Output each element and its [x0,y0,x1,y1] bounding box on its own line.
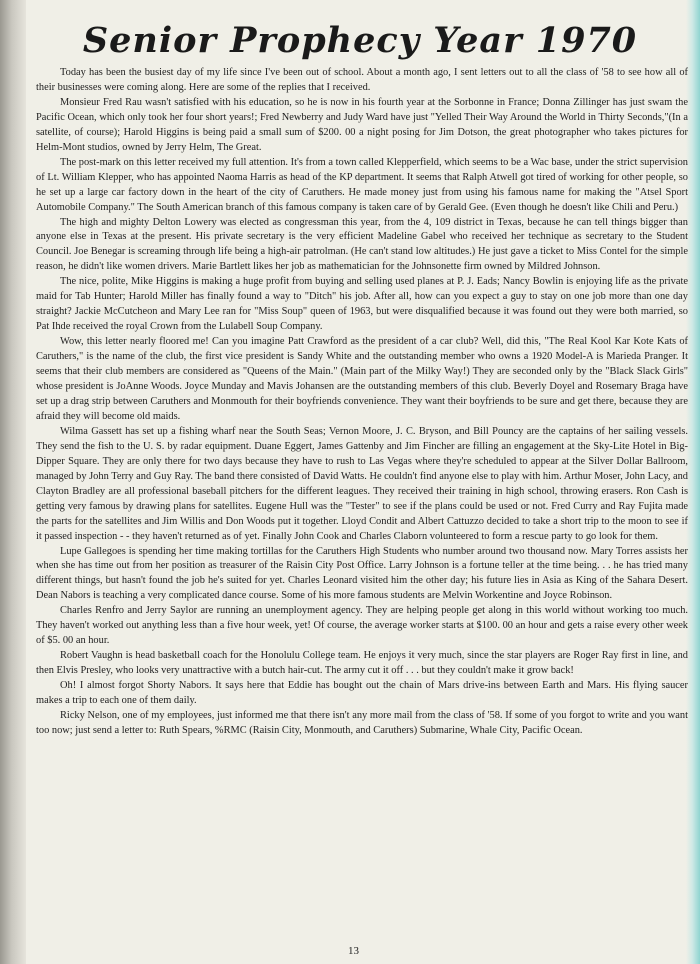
paragraph: Today has been the busiest day of my life since I've been out of school. About a month ago, I sent letters out to all the class of '58 to see how all of their businesses were coming along. Here are some of the replies that I received. [36,67,688,93]
paragraph: Lupe Gallegoes is spending her time making tortillas for the Caruthers High Students who number around two thousand now. Mary Torres assists her when she has time out from her position as treasurer of the Raisin City Post Office. Larry Johnson is a fortune teller at the time being. . . he has tried many different things, but hasn't found the job he's suited for yet. Charles Leonard visited him the other day; his future lies in Asia as King of the Sahara Desert. Dean Nabors is teaching a very complicated dance course. Some of his more famous students are Melvin Workentine and Joyce Robinson. [36,545,688,602]
page-title: Senior Prophecy Year 1970 [82,20,638,61]
paragraph: Wilma Gassett has set up a fishing wharf near the South Seas; Vernon Moore, J. C. Bryson, and Bill Pouncy are the captains of her sailing vessels. They send the fish to the U. S. by radar equipment. Duane Eggert, James Gattenby and Jim Fincher are filling an engagement at the Sky-Lite Hotel in Big-Dipper Square. They are only there for two days because they have to rush to Las Vegas where they're scheduled to appear at the Silver Dollar Ballroom, managed by John Terry and Guy Ray. The band there consisted of David Watts. He couldn't find anyone else to play with him. Arthur Moser, John Lacy, and Clayton Bradley are all professional baseball pitchers for the different leagues. They received their training in high school, throwing erasers. Ron Cash is getting very famous by drawing plans for satellites. Eugene Hull was the "Tester" to see if the plans could be used or not. Fred Curry and Ray Fujita made the parts for the satellites and Jim Willis and Don Woods put it together. Lloyd Condit and Albert Cattuzzo decided to take a short trip to the moon to see if it passed inspection - - they haven't returned as of yet. Finally John Cook and Charles Claborn volunteered to form a rescue party to go look for them. [36,425,688,542]
page-number: 13 [348,945,359,957]
prophecy-text [36,66,688,739]
paragraph: The post-mark on this letter received my full attention. It's from a town called Klepperfield, which seems to be a Wac base, under the strict supervision of Lt. William Klepper, who has appointed Naoma Harris as head of the KP department. It seems that Ralph Atwell got tired of working for other people, so he set up a large car factory down in the heart of the city of Caruthers. He made money just from using his famous name for making the "Atsel Sport Automobile Company." The South American branch of this famous company is taken care of by Gerald Gee. (Even though he doesn't like Chili and Peru.) [36,156,688,213]
paragraph: The nice, polite, Mike Higgins is making a huge profit from buying and selling used planes at P. J. Eads; Nancy Bowlin is enjoying life as the private maid for Tab Hunter; Harold Miller has finally found a way to "Ditch" his job. After all, how can you expect a guy to stay on one job more than one day straight? Jackie McCutcheon and Mary Lee ran for "Miss Soup" queen of 1963, but were disqualified because it was found out they were both married, so Pat Ihde received the royal Crown from the Lulabell Soup Company. [36,276,688,333]
paragraph: The high and mighty Delton Lowery was elected as congressman this year, from the 4, 109 district in Texas, because he can tell things bigger than anyone else in Texas at the present. His private secretary is the very efficient Madeline Gabel who received her technique as secretary to the Student Council. Joe Benegar is screaming through life being a high-air patrolman. (He can't stand low altitudes.) He just gave a ticket to Miss Contel for the simple reason, he didn't like women drivers. Marie Bartlett likes her job as mathematician for the Johnsonette firm owned by Mildred Johnson. [36,216,688,273]
paragraph: Ricky Nelson, one of my employees, just informed me that there isn't any more mail from the class of '58. If some of you forgot to write and you want too now; just send a letter to: Ruth Spears, %RMC (Raisin City, Monmouth, and Caruthers) Submarine, Whale City, Pacific Ocean. [36,709,688,736]
page-binding-shadow [0,0,26,964]
paragraph: Oh! I almost forgot Shorty Nabors. It says here that Eddie has bought out the chain of Mars drive-ins between Earth and Mars. His flying saucer makes a trip to each one of them daily. [36,680,688,707]
paragraph: Wow, this letter nearly floored me! Can you imagine Patt Crawford as the president of a car club? Well, did this, "The Real Kool Kar Kote Kats of Caruthers," is the name of the club, the first vice president is Sandy White and the outstanding member who owns a 1920 Model-A is Marieda Pranger. It seems that their club members are considered as "Queens of the Main." (Main part of the Milky Way!) They are seconded only by the "Black Slack Girls" whose president is JoAnne Woods. Joyce Munday and Mavis Johansen are the outstanding members of this club. Beverly Doyel and Rosemary Braga have set up a drag strip between Caruthers and Monmouth for their boyfriends convenience. They want their boyfriends to be sure and get there, because they are afraid they will become old maids. [36,336,688,422]
page-edge-tint [686,0,700,964]
paragraph: Monsieur Fred Rau wasn't satisfied with his education, so he is now in his fourth year at the Sorbonne in France; Donna Zillinger has just swam the Pacific Ocean, which only took her four short years!; Fred Newberry and Judy Ward have just "Yelled Their Way Around the World in Thirty Seconds,"(In a satellite, of course); Harold Higgins is being paid a small sum of $200. 00 a night posing for Jim Dotson, the great photographer who takes pictures for Helm-Mont studios, owned by Jerry Helm, The Great. [36,96,688,153]
paragraph: Robert Vaughn is head basketball coach for the Honolulu College team. He enjoys it very much, since the star players are Roger Ray first in line, and then Elvis Presley, who looks very unattractive with a butch hair-cut. The army cut it off . . . but they couldn't make it grow back! [36,650,688,677]
paragraph: Charles Renfro and Jerry Saylor are running an unemployment agency. They are helping people get along in this world without working too much. They haven't worked out anything less than a five hour week, yet! Of course, the average worker starts at $100. 00 an hour and gets a raise every other week of $5. 00 an hour. [36,605,688,647]
